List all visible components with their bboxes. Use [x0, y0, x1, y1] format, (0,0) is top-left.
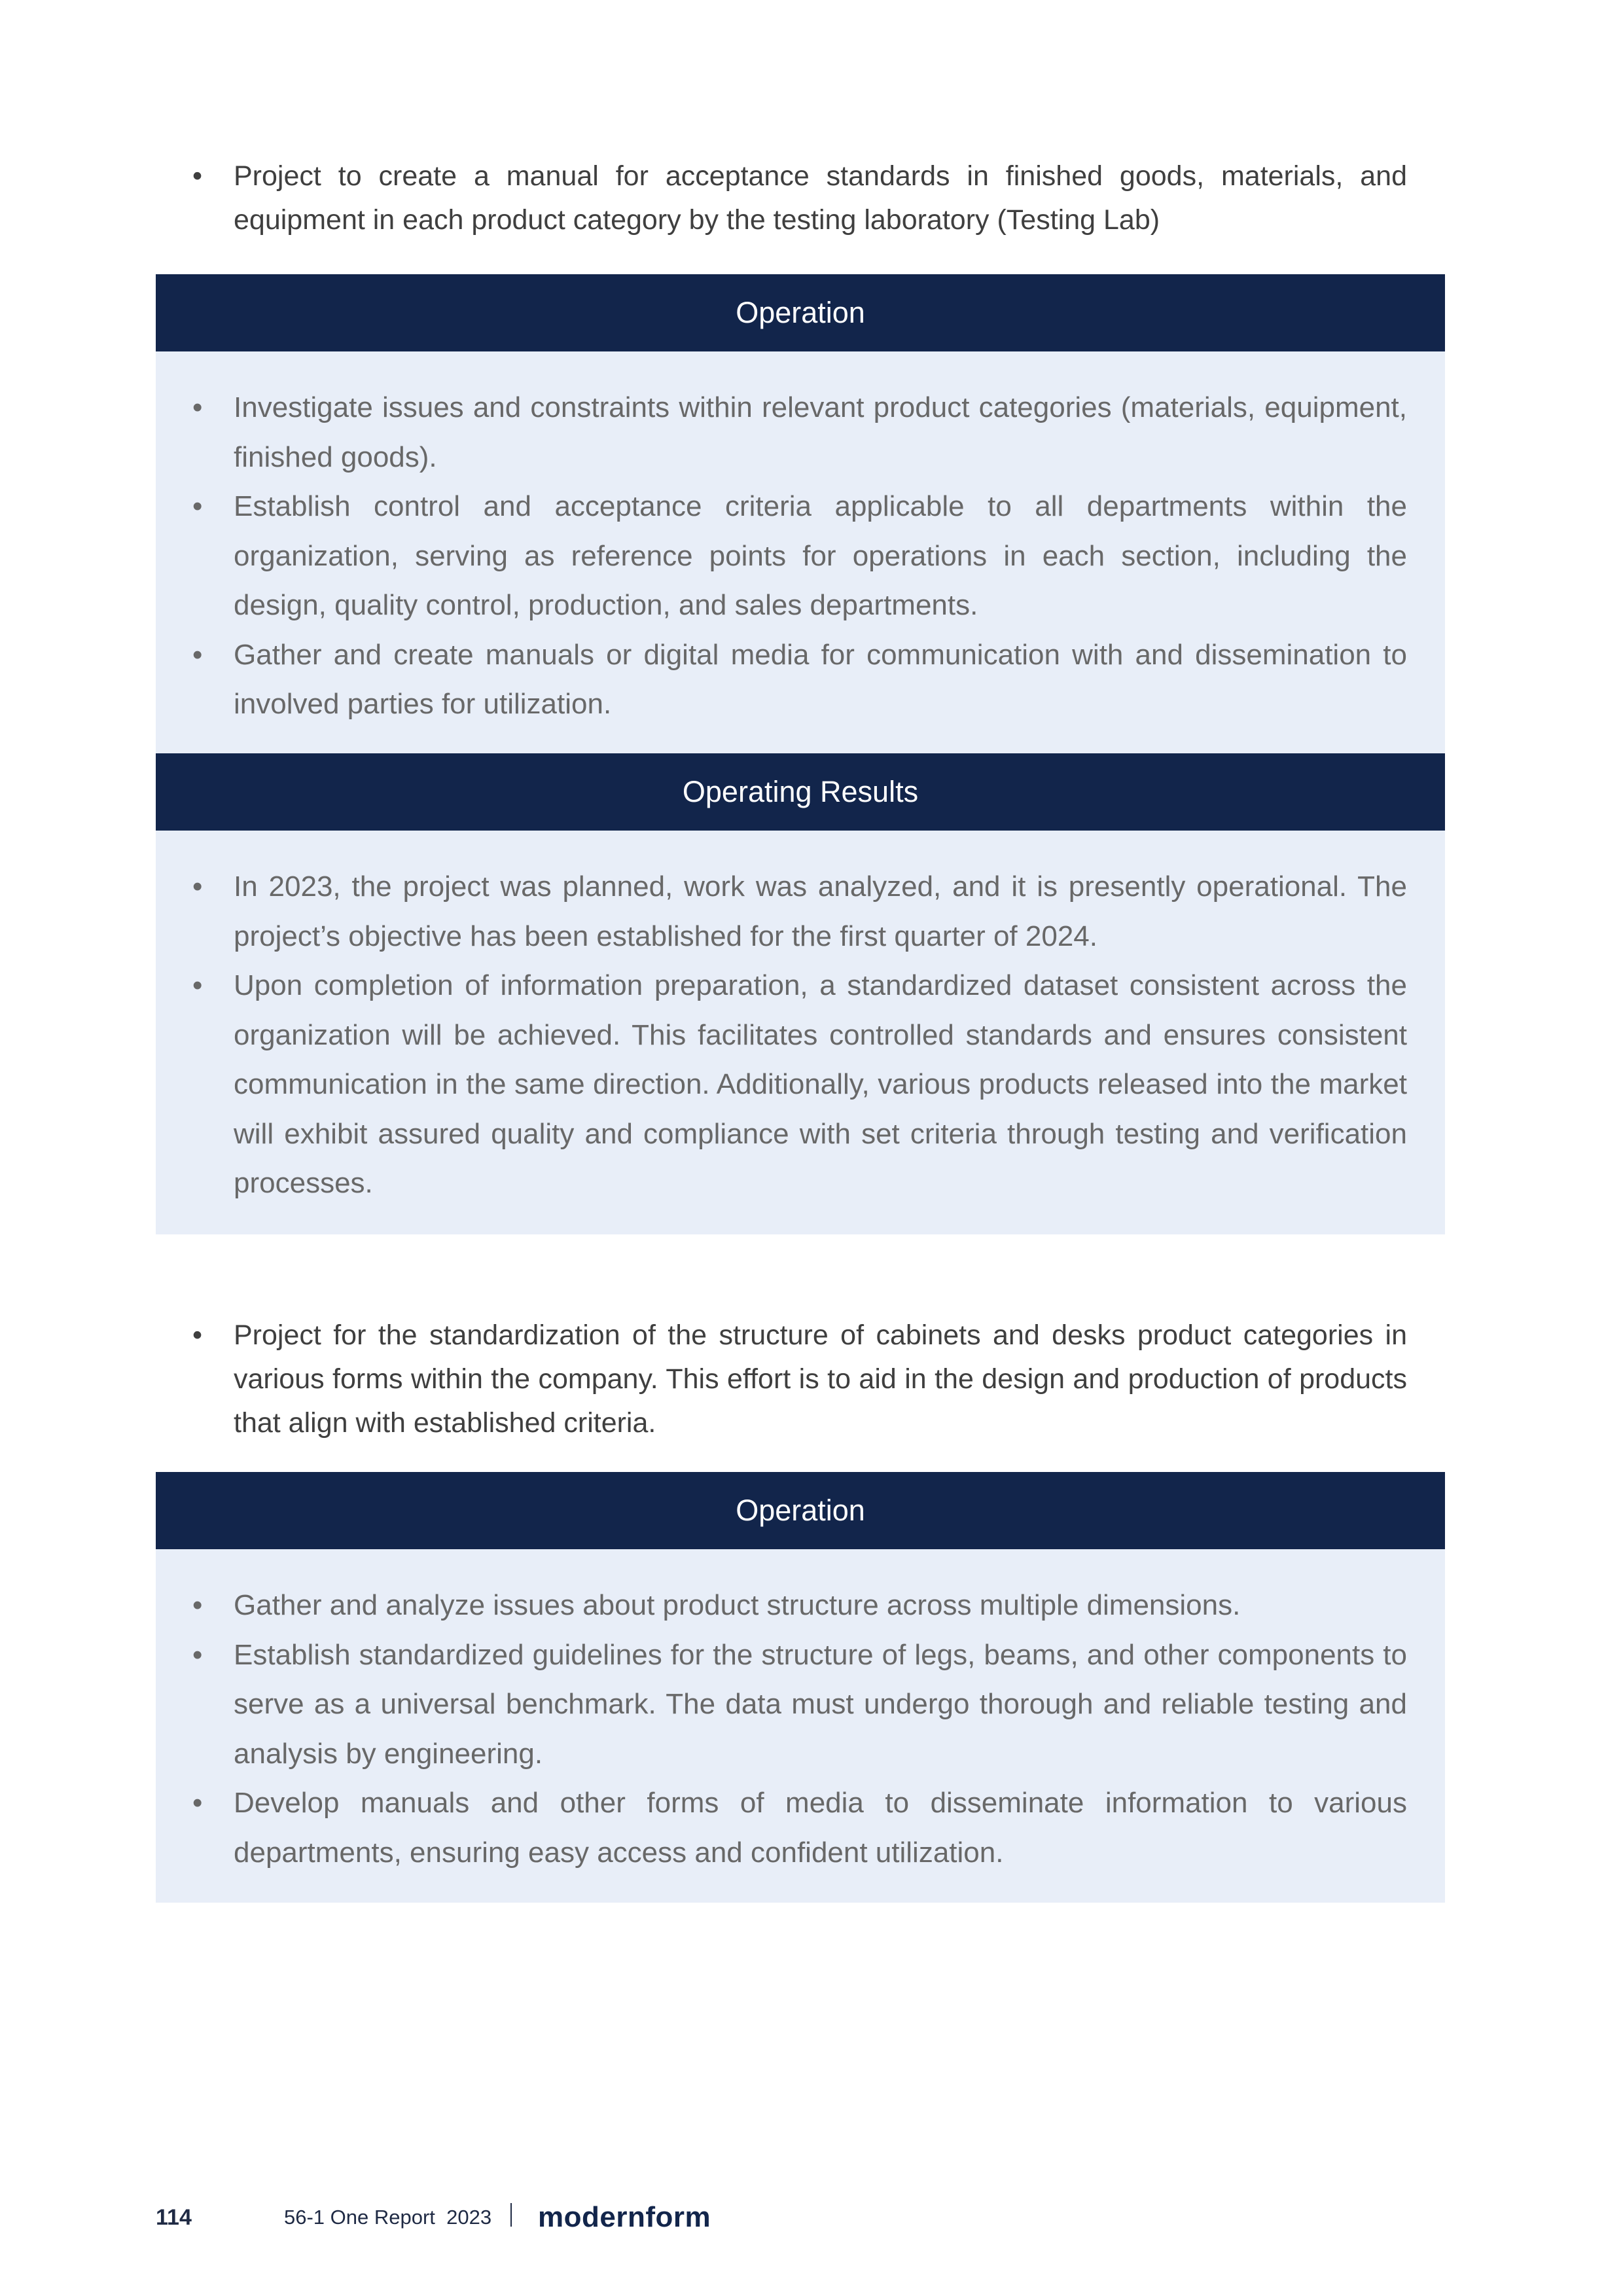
bullet-icon: •	[192, 1787, 203, 1819]
list-item	[156, 1581, 1407, 1630]
list-item-text: Upon completion of information preparation, a standardized dataset consistent across the organization will be achieved. This facilitates controlled standards and ensures consistent communication in the same direction. Additionally, various products released into the market will exhibit assured quality and compliance with set criteria through testing and verification processes.	[234, 969, 1407, 1199]
project2-operation-header	[156, 1472, 1445, 1549]
list-item-text: Investigate issues and constraints within relevant product categories (materials, equipment, finished goods).	[234, 391, 1407, 473]
brand-logo: modernform	[538, 2201, 711, 2233]
bullet-icon: •	[192, 969, 203, 1001]
list-item-text: Gather and analyze issues about product structure across multiple dimensions.	[234, 1589, 1241, 1621]
bullet-icon: •	[192, 391, 203, 423]
bullet-icon: •	[192, 1589, 203, 1621]
list-item-text: Develop manuals and other forms of media to disseminate information to various departments, ensuring easy access and confident utilization.	[234, 1787, 1407, 1869]
page-number: 114	[156, 2204, 192, 2230]
project1-results-list	[156, 862, 1407, 1208]
bullet-icon: •	[192, 1319, 203, 1351]
project1-operation-header	[156, 274, 1445, 351]
project1-title	[156, 154, 1407, 242]
project1-title-item	[156, 154, 1407, 242]
footer-divider	[510, 2203, 512, 2227]
list-item	[156, 862, 1407, 961]
project1-operation-list	[156, 383, 1407, 729]
list-item	[156, 961, 1407, 1208]
list-item-text: Establish standardized guidelines for the structure of legs, beams, and other components to serve as a universal benchmark. The data must undergo thorough and reliable testing and analysis by engineering.	[234, 1638, 1407, 1770]
list-item	[156, 1630, 1407, 1779]
bullet-icon: •	[192, 160, 203, 192]
bullet-icon: •	[192, 638, 203, 671]
project1-results-panel	[156, 831, 1445, 1234]
project2-operation-list	[156, 1581, 1407, 1877]
project1-operation-panel	[156, 351, 1445, 753]
project1-results-header	[156, 753, 1445, 831]
list-item	[156, 630, 1407, 729]
list-item-text: Gather and create manuals or digital media for communication with and dissemination to involved parties for utilization.	[234, 638, 1407, 720]
bullet-icon: •	[192, 1638, 203, 1671]
bullet-icon: •	[192, 870, 203, 903]
list-item	[156, 1778, 1407, 1877]
project2-title	[156, 1314, 1407, 1445]
list-item	[156, 383, 1407, 482]
project1-title-text: Project to create a manual for acceptance standards in finished goods, materials, and equipment in each product category by the testing laboratory (Testing Lab)	[234, 160, 1407, 236]
report-label: 56-1 One Report 2023	[284, 2206, 492, 2229]
bullet-icon: •	[192, 490, 203, 522]
list-item-text: In 2023, the project was planned, work was analyzed, and it is presently operational. The project’s objective has been established for the first quarter of 2024.	[234, 870, 1407, 952]
project2-operation-panel	[156, 1549, 1445, 1903]
project2-title-item	[156, 1314, 1407, 1445]
project1-results-header-label: Operating Results	[682, 775, 919, 808]
list-item-text: Establish control and acceptance criteria applicable to all departments within the organization, serving as reference points for operations in each section, including the design, quality control, production, and sales departments.	[234, 490, 1407, 621]
list-item	[156, 482, 1407, 630]
project2-operation-header-label: Operation	[736, 1494, 865, 1527]
project1-operation-header-label: Operation	[736, 296, 865, 329]
project2-title-text: Project for the standardization of the structure of cabinets and desks product categories in various forms within the company. This effort is to aid in the design and production of products that align with established criteria.	[234, 1319, 1407, 1439]
